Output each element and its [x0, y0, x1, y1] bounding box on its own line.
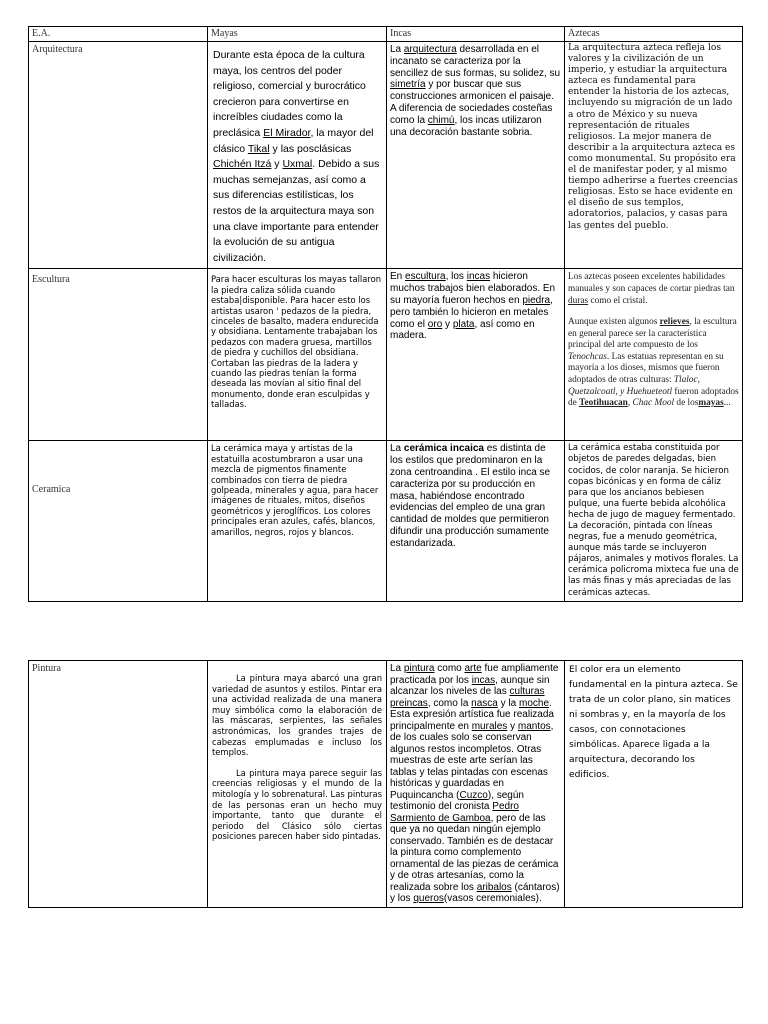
comparison-table-1 [28, 26, 743, 602]
cell-pintura-mayas [208, 661, 387, 908]
link-mantos[interactable]: mantos [517, 720, 551, 732]
row-pintura [29, 661, 743, 908]
link-murales[interactable]: murales [471, 720, 508, 732]
link-aribalos[interactable]: aribalos [476, 881, 512, 893]
link-culturas-preincas[interactable]: culturas preincas [390, 686, 545, 709]
link-nasca[interactable]: nasca [471, 697, 498, 709]
row-escultura [29, 269, 743, 441]
link-chimu[interactable]: chimú [427, 114, 455, 126]
link-teotihuacan[interactable]: Teotihuacan [579, 398, 628, 409]
link-arte[interactable]: arte [464, 663, 482, 674]
link-el-mirador[interactable]: El Mirador [263, 126, 311, 139]
link-incas[interactable]: incas [466, 271, 491, 283]
row-label-arquitectura: Arquitectura [29, 42, 208, 269]
row-label-pintura: Pintura [29, 661, 208, 908]
cell-pintura-aztecas: El color era un elemento fundamental en la pintura azteca. Se trata de un color plano, sin matices ni sombras y, en la mayoría de los casos, con connotaciones simbólicas. Aparece ligada a la arquitectura, decorando los edificios. [565, 661, 743, 908]
row-arquitectura [29, 42, 743, 269]
cell-escultura-mayas: Para hacer esculturas los mayas tallaron la piedra caliza sólida cuando estaba|disponible. Para hacer esto los artistas usaron ' pedazos de la piedra, cinceles de basalto, madera endurecida y obsidiana. Lentamente trabajaban los pedazos con madera gruesa, martillos de piedra y cuchillos del obsidiana. Cortaban las piedras de la ladera y cuando las piedras tenían la forma deseada las movían al sitio final del monumento, donde eran esculpidas y talladas. [208, 269, 387, 441]
link-moche[interactable]: moche [518, 697, 549, 709]
cell-escultura-incas: En escultura, los incas hicieron muchos trabajos bien elaborados. En su mayoría fueron hechos en piedra, pero también lo hicieron en metales como el oro y plata, así como en madera. [387, 269, 565, 441]
cell-ceramica-mayas: La cerámica maya y artistas de la estatuilla acostumbraron a usar una mezcla de pigmentos finamente combinados con tierra de piedra golpeada, minerales y agua, para hacer imágenes de rituales, mitos, diseños geométricos y jeroglíficos. Los colores principales eran azules, cafés, blancos, amarillos, negros, rojos y blancos. [208, 441, 387, 601]
link-arquitectura[interactable]: arquitectura [403, 44, 457, 55]
link-cuzco[interactable]: Cuzco [459, 789, 488, 801]
table-header-row [29, 27, 743, 42]
link-plata[interactable]: plata [452, 318, 475, 330]
header-ea: E.A. [29, 27, 208, 42]
link-uxmal[interactable]: Uxmal [282, 158, 313, 171]
link-escultura[interactable]: escultura [405, 271, 446, 283]
row-label-escultura: Escultura [29, 269, 208, 441]
cell-arquitectura-mayas: Durante esta época de la cultura maya, los centros del poder religioso, comercial y burocrático crecieron para convertirse en increíbles ciudades como la preclásica El Mirador, la mayor del clásico Tikal y las posclásicas Chichén Itzá y Uxmal. Debido a sus muchas semejanzas, así como a sus diferencias estilísticas, los restos de la arquitectura maya son una clave importante para entender la evolución de su antigua civilización. [208, 42, 387, 269]
header-mayas: Mayas [208, 27, 387, 42]
link-duras[interactable]: duras [568, 295, 589, 306]
cell-ceramica-incas: La cerámica incaica es distinta de los estilos que predominaron en la zona centroandina . El estilo inca se caracteriza por su producción en masa, habiéndose encontrado evidencias del empleo de una gran cantidad de moldes que permitieron difundir una producción sumamente estandarizada. [387, 441, 565, 601]
link-mayas[interactable]: mayas [698, 398, 724, 409]
row-ceramica [29, 441, 743, 601]
cell-arquitectura-aztecas: La arquitectura azteca refleja los valores y la civilización de un imperio, y estudiar la arquitectura azteca es fundamental para entender la historia de los aztecas, incluyendo su migración de un lado a otro de México y su nueva representación de rituales religiosos. La mejor manera de describir a la arquitectura azteca es como monumental. Su propósito era el de manifestar poder, y al mismo tiempo adherirse a fuertes creencias religiosas. Esto se hace evidente en el diseño de sus templos, adoratorios, palacios, y casas para las gentes del pueblo. [565, 42, 743, 269]
cell-escultura-aztecas [565, 269, 743, 441]
row-label-ceramica: Ceramica [29, 441, 208, 601]
header-aztecas: Aztecas [565, 27, 743, 42]
comparison-table-2 [28, 660, 743, 908]
cell-arquitectura-incas: La arquitectura desarrollada en el incanato se caracteriza por la sencillez de sus formas, su solidez, su simetría y por buscar que sus construcciones armonicen el paisaje. A diferencia de sociedades costeñas como la chimú, los incas utilizaron una decoración bastante sobria. [387, 42, 565, 269]
pintura-mayas-para-2: La pintura maya parece seguir las creencias religiosas y el mundo de la mitología y lo sobrenatural. Las pinturas de las personas eran un hecho muy importante, tanto que durante el periodo del Clásico sólo ciertas posiciones parecen haber sido pintadas. [212, 767, 382, 842]
cell-pintura-incas: La pintura como arte fue ampliamente practicada por los incas, aunque sin alcanzar los niveles de las culturas preincas, como la nasca y la moche. Esta expresión artística fue realizada principalmente en murales y mantos, de los cuales solo se conservan algunos restos incompletos. Otras muestras de este arte serían las tablas y telas pintadas con escenas históricas y guardadas en Puquincancha (Cuzco), según testimonio del cronista Pedro Sarmiento de Gamboa, pero de las que ya no quedan ningún ejemplo conservado. También es de destacar la pintura como complemento ornamental de las piezas de cerámica y de otras artesanías, como la realizada sobre los aribalos (cántaros) y los queros(vasos ceremoniales). [387, 661, 565, 908]
link-queros[interactable]: queros [413, 893, 444, 904]
link-pedro-sarmiento[interactable]: Pedro Sarmiento de Gamboa [390, 801, 519, 824]
link-simetria[interactable]: simetría [390, 79, 426, 91]
link-piedra[interactable]: piedra [522, 294, 551, 306]
link-relieves[interactable]: relieves [659, 317, 690, 328]
pintura-mayas-para-1: La pintura maya abarcó una gran variedad de asuntos y estilos. Pintar era una actividad realizada de una manera muy simbólica como la elaboración de las máscaras, serpientes, las señales astronómicas, los grandes trajes de cabezas emplumadas e incluso los templos. [212, 673, 382, 758]
escultura-aztecas-para-1: Los aztecas poseen excelentes habilidades manuales y son capaces de cortar piedras tan duras como el cristal. [568, 272, 735, 306]
link-oro[interactable]: oro [427, 318, 443, 330]
escultura-aztecas-para-2: Aunque existen algunos relieves, la escultura en general parece ser la característica principal del arte compuesto de los Tenochcas. Las estatuas representan en su mayoría a los dioses, mismos que fueron adoptados de otras culturas: Tlaloc, Quetzalcoatl, y Huehueteotl fueron adoptados de Teotihuacan, Chac Mool de losmayas... [568, 317, 739, 409]
link-tikal[interactable]: Tikal [247, 142, 270, 155]
header-incas: Incas [387, 27, 565, 42]
ceramica-incaica-term: cerámica incaica [403, 443, 484, 455]
link-chichen-itza[interactable]: Chichén Itzá [213, 158, 272, 171]
link-incas-pintura[interactable]: incas [471, 674, 496, 686]
link-pintura[interactable]: pintura [403, 663, 435, 674]
cell-ceramica-aztecas: La cerámica estaba constituida por objetos de paredes delgadas, bien cocidos, de color naranja. Se hicieron copas bicónicas y en forma de cáliz para que los ancianos bebiesen pulque, una fuerte bebida alcohólica hecha de jugo de maguey fermentado. La decoración, pintada con líneas negras, fue a menudo geométrica, aunque más tarde se incluyeron pájaros, animales y motivos florales. La cerámica policroma mixteca fue una de las más finas y más apreciadas de las cerámicas aztecas. [565, 441, 743, 601]
